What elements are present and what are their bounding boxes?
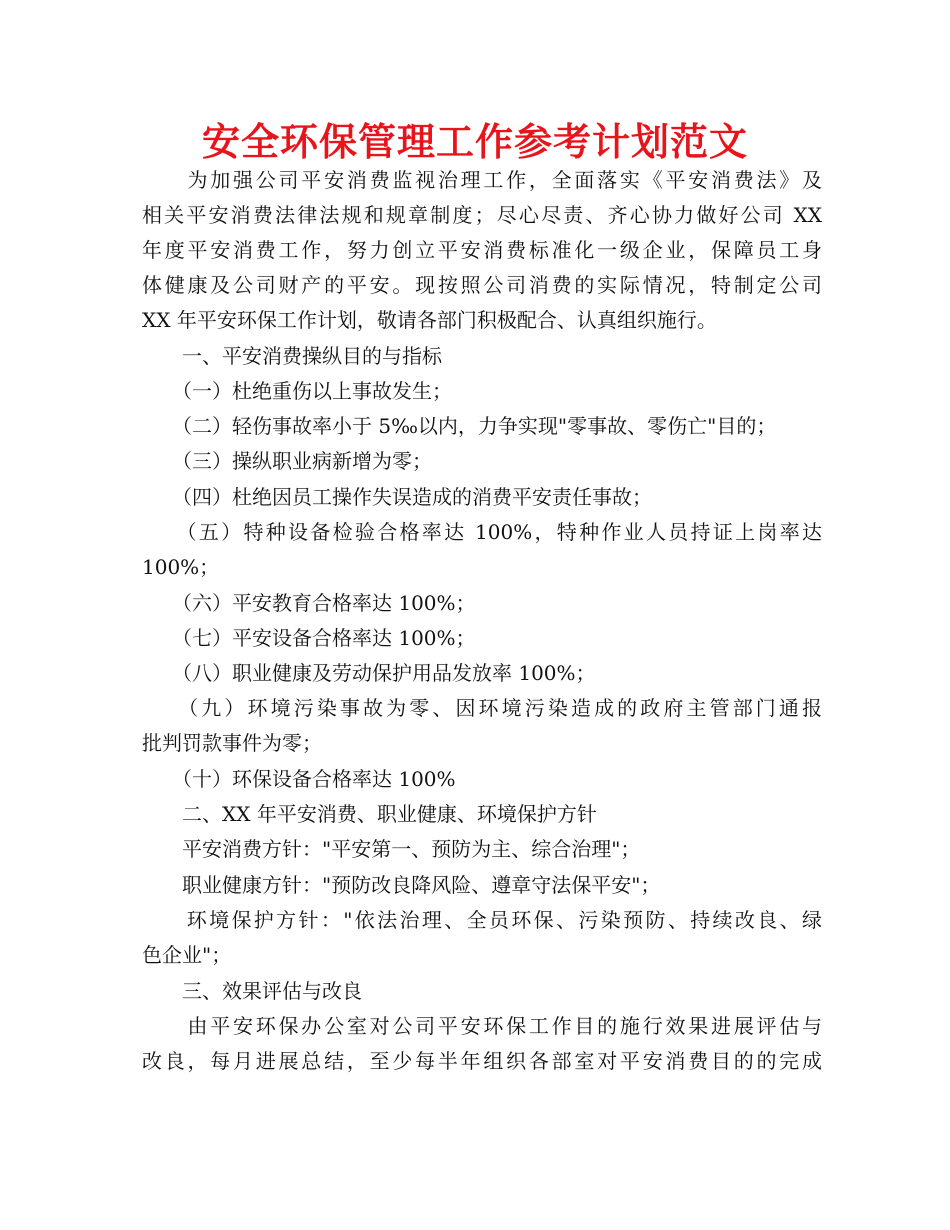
section-heading: 一、平安消费操纵目的与指标 xyxy=(142,344,442,368)
list-item: （三）操纵职业病新增为零； xyxy=(142,449,432,473)
list-item-continuation: 批判罚款事件为零； xyxy=(142,731,322,755)
list-item: （七）平安设备合格率达 100%； xyxy=(142,626,476,650)
section-heading: 二、XX 年平安消费、职业健康、环境保护方针 xyxy=(142,802,597,826)
policy-line: 平安消费方针："平安第一、预防为主、综合治理"； xyxy=(142,837,641,861)
body-line: 为加强公司平安消费监视治理工作，全面落实《平安消费法》及 xyxy=(142,168,822,192)
list-item-continuation: 100%； xyxy=(142,555,220,579)
list-item: （一）杜绝重伤以上事故发生； xyxy=(142,379,452,403)
list-item: （二）轻伤事故率小于 5‰以内，力争实现"零事故、零伤亡"目的； xyxy=(142,414,777,438)
body-line: XX 年平安环保工作计划，敬请各部门积极配合、认真组织施行。 xyxy=(142,308,717,332)
body-line: 体健康及公司财产的平安。现按照公司消费的实际情况，特制定公司 xyxy=(142,273,822,297)
body-line: 由平安环保办公室对公司平安环保工作目的施行效果进展评估与 xyxy=(142,1014,822,1038)
policy-line-continuation: 色企业"； xyxy=(142,943,232,967)
list-item: （六）平安教育合格率达 100%； xyxy=(142,591,476,615)
body-line: 年度平安消费工作，努力创立平安消费标准化一级企业，保障员工身 xyxy=(142,238,822,262)
list-item: （八）职业健康及劳动保护用品发放率 100%； xyxy=(142,661,596,685)
document-title: 安全环保管理工作参考计划范文 xyxy=(201,120,748,164)
body-line: 改良，每月进展总结，至少每半年组织各部室对平安消费目的的完成 xyxy=(142,1049,822,1073)
list-item: （九）环境污染事故为零、因环境污染造成的政府主管部门通报 xyxy=(142,696,822,720)
policy-line: 职业健康方针："预防改良降风险、遵章守法保平安"； xyxy=(142,873,661,897)
policy-line: 环境保护方针："依法治理、全员环保、污染预防、持续改良、绿 xyxy=(142,908,822,932)
list-item: （五）特种设备检验合格率达 100%，特种作业人员持证上岗率达 xyxy=(142,520,822,544)
list-item: （四）杜绝因员工操作失误造成的消费平安责任事故； xyxy=(142,485,652,509)
section-heading: 三、效果评估与改良 xyxy=(142,979,362,1003)
body-line: 相关平安消费法律法规和规章制度；尽心尽责、齐心协力做好公司 XX xyxy=(142,203,822,227)
list-item: （十）环保设备合格率达 100% xyxy=(142,767,456,791)
